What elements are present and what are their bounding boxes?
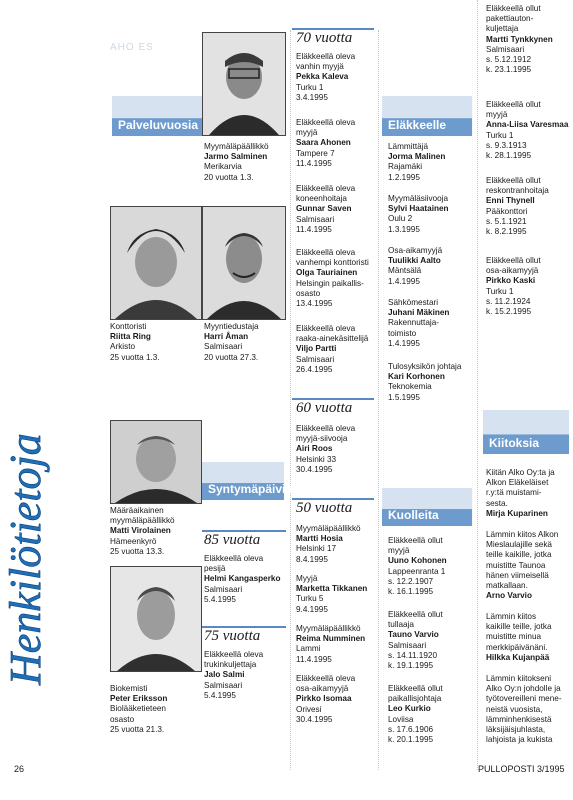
section-banner-elakkeelle: Eläkkeelle [382, 96, 472, 136]
thanks-hilkka-kujanpaa: Lämmin kiitos kaikille teille, jotka muistitte minua merkkipäivänäni. Hilkka Kujanpää [486, 612, 552, 662]
portrait-photo-riitta-ring [110, 206, 202, 320]
entry-jalo-salmi: Eläkkeellä oleva trukinkuljettaja Jalo Salmi Salmisaari 5.4.1995 [204, 650, 264, 700]
entry-reima-numminen: Myymäläpäällikkö Reima Numminen Lammi 11.4.1995 [296, 624, 366, 664]
portrait-photo-peter-eriksson [110, 566, 202, 672]
portrait-photo-harri-aman [202, 206, 286, 320]
column-divider [378, 30, 379, 770]
entry-helmi-kangasperko: Eläkkeellä oleva pesijä Helmi Kangasperko Salmisaari 5.4.1995 [204, 554, 281, 604]
entry-martti-tynkkynen: Eläkkeellä ollut pakettiauton- kuljettaja Martti Tynkkynen Salmisaari s. 5.12.1912 k. 23.1.1995 [486, 4, 553, 75]
section-banner-kuolleita: Kuolleita [382, 488, 472, 526]
entry-pirkko-kaski: Eläkkeellä ollut osa-aikamyyjä Pirkko Kaski Turku 1 s. 11.2.1924 k. 15.2.1995 [486, 256, 541, 317]
vertical-section-title [0, 130, 58, 690]
ghost-header-text: AHO ES [110, 42, 154, 53]
entry-uuno-kohonen: Eläkkeellä ollut myyjä Uuno Kohonen Lappeenranta 1 s. 12.2.1907 k. 16.1.1995 [388, 536, 447, 597]
entry-leo-kurkio: Eläkkeellä ollut paikallisjohtaja Leo Kurkio Loviisa s. 17.6.1906 k. 20.1.1995 [388, 684, 443, 745]
publication-name: PULLOPOSTI 3/1995 [478, 764, 565, 774]
entry-peter-eriksson: Biokemisti Peter Eriksson Biolääketieteen osasto 25 vuotta 21.3. [110, 684, 168, 734]
entry-pirkko-isomaa: Eläkkeellä oleva osa-aikamyyjä Pirkko Isomaa Orivesi 30.4.1995 [296, 674, 356, 724]
entry-kari-korhonen: Tulosyksikön johtaja Kari Korhonen Teknokemia 1.5.1995 [388, 362, 462, 402]
column-divider [477, 0, 478, 770]
portrait-photo-matti-virolainen [110, 420, 202, 504]
portrait-photo-jarmo-salminen [202, 32, 286, 136]
entry-viljo-partti: Eläkkeellä oleva raaka-ainekäsittelijä Viljo Partti Salmisaari 26.4.1995 [296, 324, 369, 374]
entry-jorma-malinen: Lämmittäjä Jorma Malinen Rajamäki 1.2.1995 [388, 142, 446, 182]
entry-enni-thynell: Eläkkeellä ollut reskontranhoitaja Enni Thynell Pääkonttori s. 5.1.1921 k. 8.2.1995 [486, 176, 549, 237]
entry-sylvi-haatainen: Myymäläsiivooja Sylvi Haatainen Oulu 2 1.3.1995 [388, 194, 449, 234]
entry-gunnar-saven: Eläkkeellä oleva koneenhoitaja Gunnar Saven Salmisaari 11.4.1995 [296, 184, 356, 234]
entry-anna-liisa-varesmaa: Eläkkeellä ollut myyjä Anna-Liisa Varesmaa Turku 1 s. 9.3.1913 k. 28.1.1995 [486, 100, 569, 161]
entry-jarmo-salminen: Myymäläpäällikkö Jarmo Salminen Merikarvia 20 vuotta 1.3. [204, 142, 269, 182]
section-banner-palveluvuosia: Palveluvuosia [112, 96, 202, 136]
heading-60-vuotta: 60 vuotta [296, 400, 353, 416]
section-banner-syntymapaivia: Syntymäpäiviä [202, 462, 284, 500]
entry-saara-ahonen: Eläkkeellä oleva myyjä Saara Ahonen Tampere 7 11.4.1995 [296, 118, 356, 168]
thanks-mirja-kuparinen: Kiitän Alko Oy:ta ja Alkon Eläkeläiset r.y:tä muistami- sesta. Mirja Kuparinen [486, 468, 555, 518]
entry-matti-virolainen: Määräaikainen myymäläpäällikkö Matti Virolainen Hämeenkyrö 25 vuotta 13.3. [110, 506, 175, 556]
column-divider [290, 30, 291, 770]
entry-pekka-kaleva: Eläkkeellä oleva vanhin myyjä Pekka Kaleva Turku 1 3.4.1995 [296, 52, 356, 102]
entry-juhani-makinen: Sähkömestari Juhani Mäkinen Rakennuttaja- toimisto 1.4.1995 [388, 298, 450, 348]
entry-tauno-varvio: Eläkkeellä ollut tullaaja Tauno Varvio Salmisaari s. 14.11.1920 k. 19.1.1995 [388, 610, 443, 671]
heading-75-vuotta: 75 vuotta [204, 628, 261, 644]
heading-70-vuotta: 70 vuotta [296, 30, 353, 46]
entry-olga-tauriainen: Eläkkeellä oleva vanhempi konttoristi Olga Tauriainen Helsingin paikallis- osasto 13.4.1995 [296, 248, 369, 309]
thanks-continuation: Lämmin kiitokseni Alko Oy:n johdolle ja työtovereilleni mene- neistä vuosista, lämminhenkisestä läksijäisjuhlasta, lahjoista ja kukista [486, 674, 562, 745]
heading-85-vuotta: 85 vuotta [204, 532, 261, 548]
entry-martti-hosia: Myymäläpäällikkö Martti Hosia Helsinki 17 8.4.1995 [296, 524, 361, 564]
section-banner-kiitoksia: Kiitoksia [483, 410, 569, 454]
vertical-title-text: Henkilötietoja [1, 433, 50, 685]
entry-tuulikki-aalto: Osa-aikamyyjä Tuulikki Aalto Mäntsälä 1.4.1995 [388, 246, 443, 286]
entry-harri-aman: Myyntiedustaja Harri Åman Salmisaari 20 vuotta 27.3. [204, 322, 259, 362]
heading-50-vuotta: 50 vuotta [296, 500, 353, 516]
page-number: 26 [14, 764, 25, 774]
thanks-arno-varvio: Lämmin kiitos Alkon Mieslaulajille sekä teille kaikille, jotka muistitte Taunoa hänen viimeisellä matkallaan. Arno Varvio [486, 530, 559, 601]
entry-riitta-ring: Konttoristi Riitta Ring Arkisto 25 vuotta 1.3. [110, 322, 160, 362]
entry-airi-roos: Eläkkeellä oleva myyjä-siivooja Airi Roos Helsinki 33 30.4.1995 [296, 424, 356, 474]
entry-marketta-tikkanen: Myyjä Marketta Tikkanen Turku 5 9.4.1995 [296, 574, 368, 614]
